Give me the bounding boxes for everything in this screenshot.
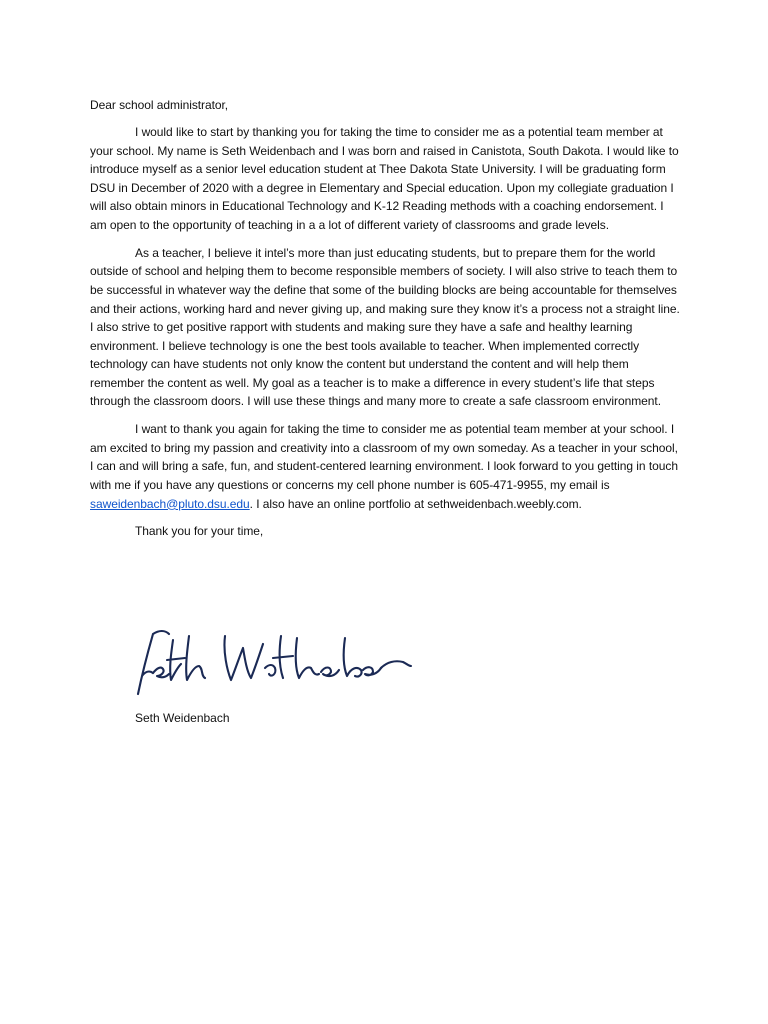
handwritten-signature bbox=[133, 618, 413, 698]
letter-body bbox=[90, 96, 682, 541]
signer-name: Seth Weidenbach bbox=[135, 711, 230, 725]
closing-line: Thank you for your time, bbox=[135, 524, 264, 539]
email-link[interactable]: saweidenbach@pluto.dsu.edu bbox=[90, 496, 250, 511]
salutation: Dear school administrator, bbox=[90, 98, 229, 112]
paragraph-philosophy: As a teacher, I believe it intel’s more than just educating students, but to prepare them for the world outside of school and helping them to become responsible members of society. I will also strive to teach them to be successful in whatever way the define that some of the building blocks are being accountable for themselves and their actions, working hard and never giving up, and making sure they know it’s a process not a straight line. I also strive to get positive rapport with students and making sure they have a safe and healthy learning environment. I believe technology is one the best tools available to teacher. When implemented correctly technology can have students not only know the content but understand the content and will help them remember the content as well. My goal as a teacher is to make a difference in every student’s life that steps through the classroom doors. I will use these things and many more to create a safe classroom environment. bbox=[90, 245, 680, 409]
paragraph-contact bbox=[90, 420, 682, 513]
paragraph-introduction: I would like to start by thanking you for taking the time to consider me as a potential team member at your school. My name is Seth Weidenbach and I was born and raised in Canistota, South Dakota. I would like to introduce myself as a senior level education student at Thee Dakota State University. I will be graduating form DSU in December of 2020 with a degree in Elementary and Special education. Upon my collegiate graduation I will also obtain minors in Educational Technology and K-12 Reading methods with a coaching endorsement. I am open to the opportunity of teaching in a a lot of different variety of classrooms and grade levels. bbox=[90, 124, 679, 232]
paragraph-contact-text-start: I want to thank you again for taking the time to consider me as potential team member at your school. I am excited to bring my passion and creativity into a classroom of my own someday. As a teacher in your school, I can and will bring a safe, fun, and student-centered learning environment. I look forward to you getting in touch with me if you have any questions or concerns my cell phone number is 605-471-9955, my email is bbox=[90, 422, 678, 493]
paragraph-contact-text-end: . I also have an online portfolio at sethweidenbach.weebly.com. bbox=[249, 496, 582, 511]
signature-drawing bbox=[133, 618, 413, 698]
